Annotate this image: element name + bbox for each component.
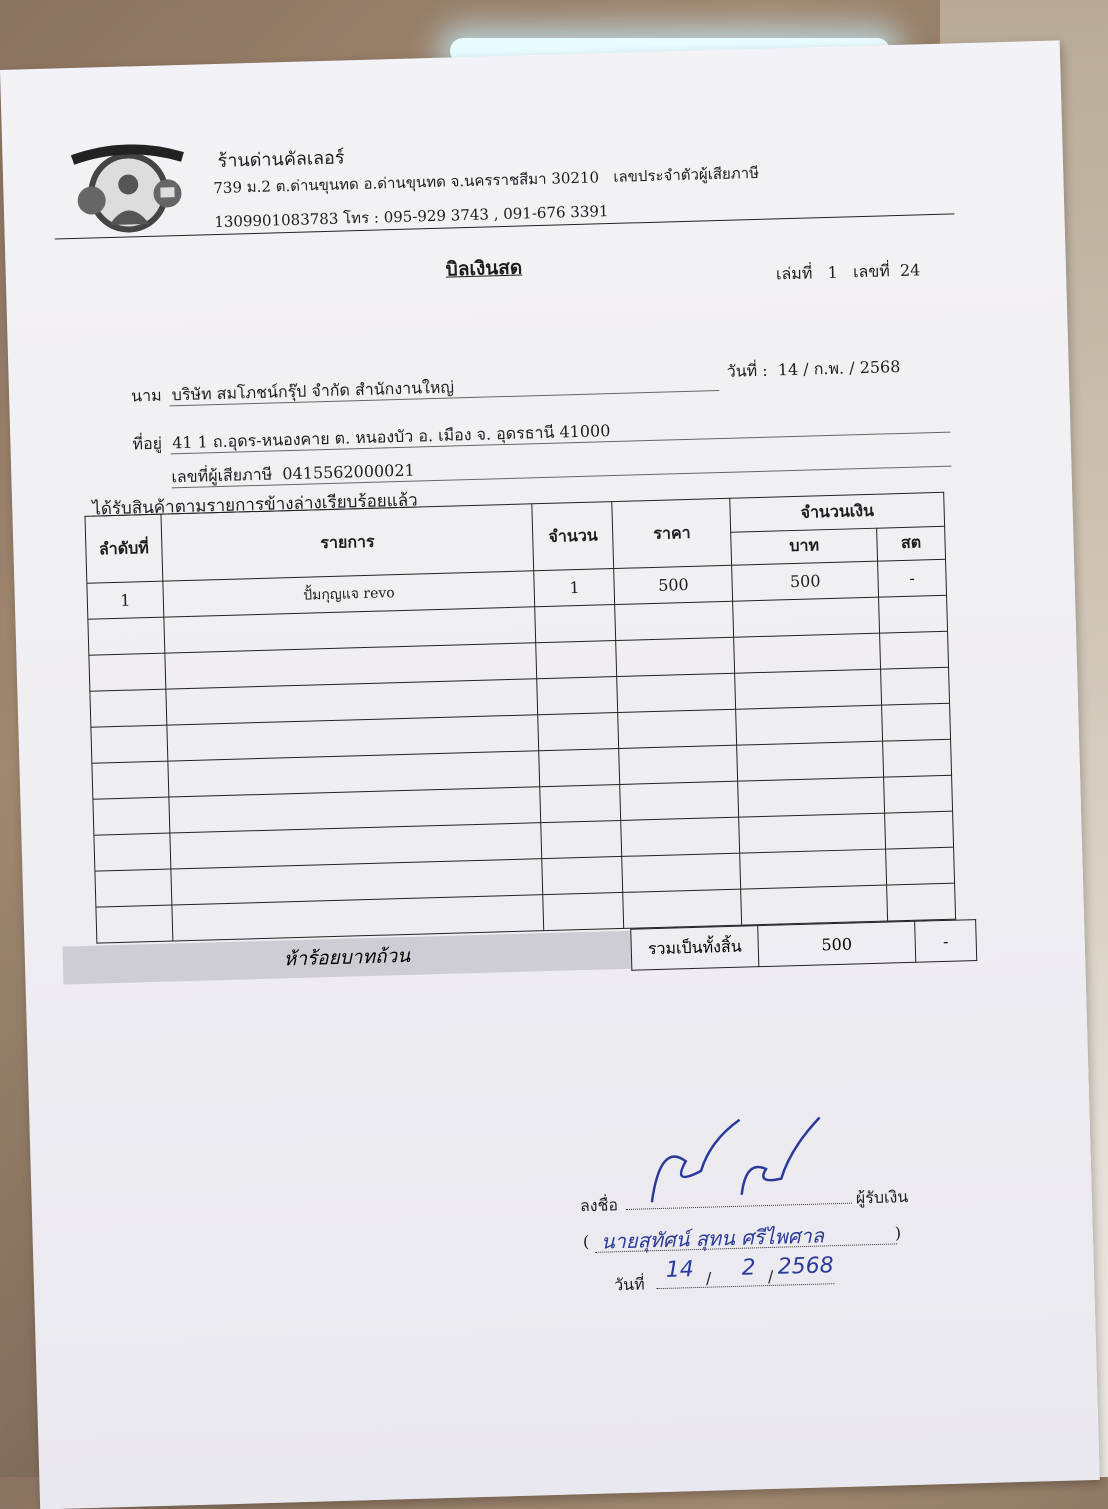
cash-bill-document (0, 40, 1100, 1509)
row-no: 1 (87, 581, 164, 619)
printed-name: นายสุทัศน์ สุทน ศรีไพศาล (600, 1223, 825, 1254)
received-note: ได้รับสินค้าตามรายการข้างล่างเรียบร้อยแล้ว (92, 490, 418, 520)
customer-name-label: นาม (130, 385, 162, 406)
customer-address-label: ที่อยู่ (132, 433, 163, 454)
row-price: 500 (614, 565, 733, 604)
close-paren: ) (894, 1223, 902, 1243)
receiver-label: ผู้รับเงิน (855, 1187, 909, 1208)
handwritten-signature (589, 1097, 852, 1214)
col-header-baht: บาท (731, 528, 878, 566)
number-value: 24 (899, 260, 921, 280)
shop-logo (62, 143, 194, 237)
total-baht: 500 (758, 921, 916, 966)
open-paren: ( (582, 1232, 590, 1252)
date-sep-1: / (705, 1268, 712, 1288)
sign-date-label: วันที่ (613, 1274, 645, 1295)
sign-day: 14 (665, 1257, 695, 1283)
col-header-amount: จำนวนเงิน (730, 492, 945, 531)
sign-month: 2 (741, 1255, 757, 1281)
shop-tax-label: เลขประจำตัวผู้เสียภาษี (613, 163, 760, 186)
customer-date-row (726, 355, 900, 385)
date-sep-2: / (767, 1266, 774, 1287)
book-value: 1 (827, 262, 839, 282)
col-header-item: รายการ (161, 504, 534, 581)
items-table (84, 492, 956, 944)
row-satang: - (878, 559, 947, 597)
row-item: ปั้มกุญแจ revo (163, 571, 535, 617)
customer-address: 41 1 ถ.อุดร-หนองคาย ต. หนองบัว อ. เมือง จ. อุดรธานี 41000 (171, 421, 611, 453)
customer-tax-label: เลขที่ผู้เสียภาษี (171, 464, 273, 487)
customer-date: 14 / ก.พ. / 2568 (777, 356, 901, 380)
shop-address-text: 739 ม.2 ต.ด่านขุนทด อ.ด่านขุนทด จ.นครราชสีมา 30210 (213, 168, 600, 198)
document-title: บิลเงินสด (445, 256, 523, 281)
book-label: เล่มที่ (775, 263, 813, 284)
col-header-qty: จำนวน (532, 502, 614, 571)
col-header-satang: สต (877, 526, 946, 561)
total-table (630, 919, 977, 971)
total-satang: - (915, 920, 977, 963)
sign-year: 2568 (777, 1253, 835, 1280)
shop-tax-phone: 1309901083783 โทร : 095-929 3743 , 091-676 3391 (214, 202, 609, 232)
sign-label: ลงชื่อ (579, 1195, 619, 1216)
amount-in-words: ห้าร้อยบาทถ้วน (63, 931, 632, 985)
customer-name: บริษัท สมโภชน์กรุ๊ป จำกัด สำนักงานใหญ่ (171, 377, 455, 405)
row-qty: 1 (534, 569, 615, 607)
row-baht: 500 (732, 561, 879, 601)
total-label: รวมเป็นทั้งสิ้น (631, 926, 759, 971)
col-header-price: ราคา (612, 498, 732, 568)
shop-name: ร้านด่านคัลเลอร์ (217, 147, 345, 172)
book-number (776, 258, 921, 287)
customer-date-label: วันที่ : (726, 360, 768, 381)
number-label: เลขที่ (852, 261, 891, 282)
date-line (656, 1283, 834, 1289)
customer-tax-id: 0415562000021 (282, 460, 415, 484)
col-header-no: ลำดับที่ (85, 514, 163, 583)
